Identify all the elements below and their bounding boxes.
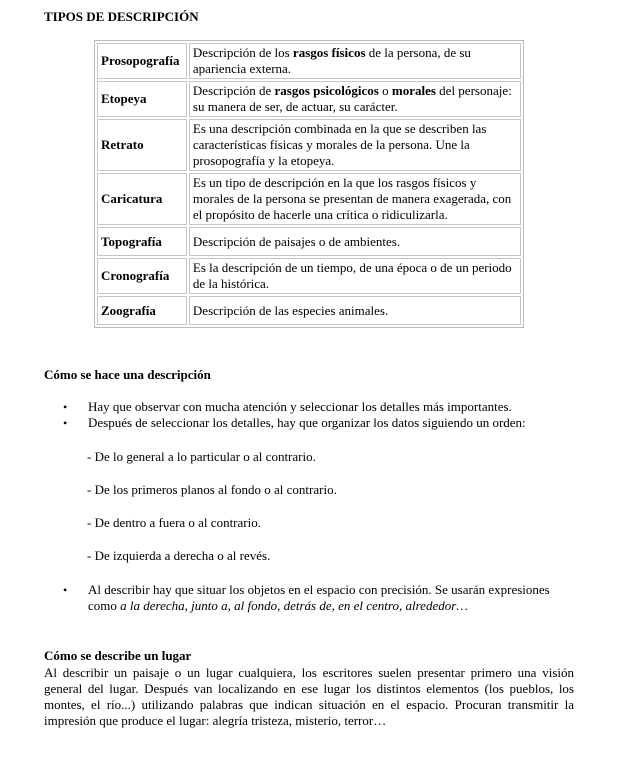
definition-cell: Descripción de rasgos psicológicos o morales del personaje: su manera de ser, de actuar, su carácter. xyxy=(189,81,521,117)
definition-cell: Descripción de las especies animales. xyxy=(189,296,521,325)
order-item: - De los primeros planos al fondo o al contrario. xyxy=(87,482,337,497)
term-cell: Retrato xyxy=(97,119,187,171)
steps-list xyxy=(63,399,583,431)
tipos-table xyxy=(94,40,524,328)
term-cell: Caricatura xyxy=(97,173,187,225)
definition-cell: Es la descripción de un tiempo, de una época o de un periodo de la histórica. xyxy=(189,258,521,294)
section-title-tipos: TIPOS DE DESCRIPCIÓN xyxy=(44,9,199,24)
section-title-como-hace: Cómo se hace una descripción xyxy=(44,367,211,382)
section-title-lugar: Cómo se describe un lugar xyxy=(44,648,192,663)
term-cell: Etopeya xyxy=(97,81,187,117)
order-item: - De izquierda a derecha o al revés. xyxy=(87,548,271,563)
table-row xyxy=(97,173,521,225)
list-item: • Después de seleccionar los detalles, hay que organizar los datos siguiendo un orden: xyxy=(63,415,526,430)
bullet-icon: • xyxy=(63,416,68,430)
table-row xyxy=(97,43,521,79)
list-item: • Hay que observar con mucha atención y seleccionar los detalles más importantes. xyxy=(63,399,512,414)
term-cell: Prosopografía xyxy=(97,43,187,79)
bullet-icon: • xyxy=(63,400,68,414)
table-row xyxy=(97,296,521,325)
bullet-icon: • xyxy=(63,583,68,597)
steps-list-continued xyxy=(63,582,563,614)
definition-cell: Descripción de paisajes o de ambientes. xyxy=(189,227,521,256)
list-item: • Al describir hay que situar los objetos en el espacio con precisión. Se usarán expresiones como a la derecha, junto a, al fondo, detrás de, en el centro, alrededor… xyxy=(63,582,550,613)
term-cell: Cronografía xyxy=(97,258,187,294)
table-row xyxy=(97,119,521,171)
order-item: - De dentro a fuera o al contrario. xyxy=(87,515,261,530)
order-item: - De lo general a lo particular o al contrario. xyxy=(87,449,316,464)
definition-cell: Es una descripción combinada en la que se describen las características físicas y morales de la persona. Une la prosopografía y la etopeya. xyxy=(189,119,521,171)
table-row xyxy=(97,81,521,117)
lugar-paragraph: Al describir un paisaje o un lugar cualquiera, los escritores suelen presentar primero una visión general del lugar. Después van localizando en ese lugar los distintos elementos (los pueblos, los montes, el río...) utilizando palabras que indican situación en el espacio. Procuran transmitir la impresión que produce el lugar: alegría tristeza, misterio, terror… xyxy=(44,665,574,728)
table-row xyxy=(97,258,521,294)
table-row xyxy=(97,227,521,256)
definition-cell: Descripción de los rasgos físicos de la persona, de su apariencia externa. xyxy=(189,43,521,79)
term-cell: Zoografía xyxy=(97,296,187,325)
definition-cell: Es un tipo de descripción en la que los rasgos físicos y morales de la persona se presentan de manera exagerada, con el propósito de hacerle una crítica o ridiculizarla. xyxy=(189,173,521,225)
term-cell: Topografía xyxy=(97,227,187,256)
